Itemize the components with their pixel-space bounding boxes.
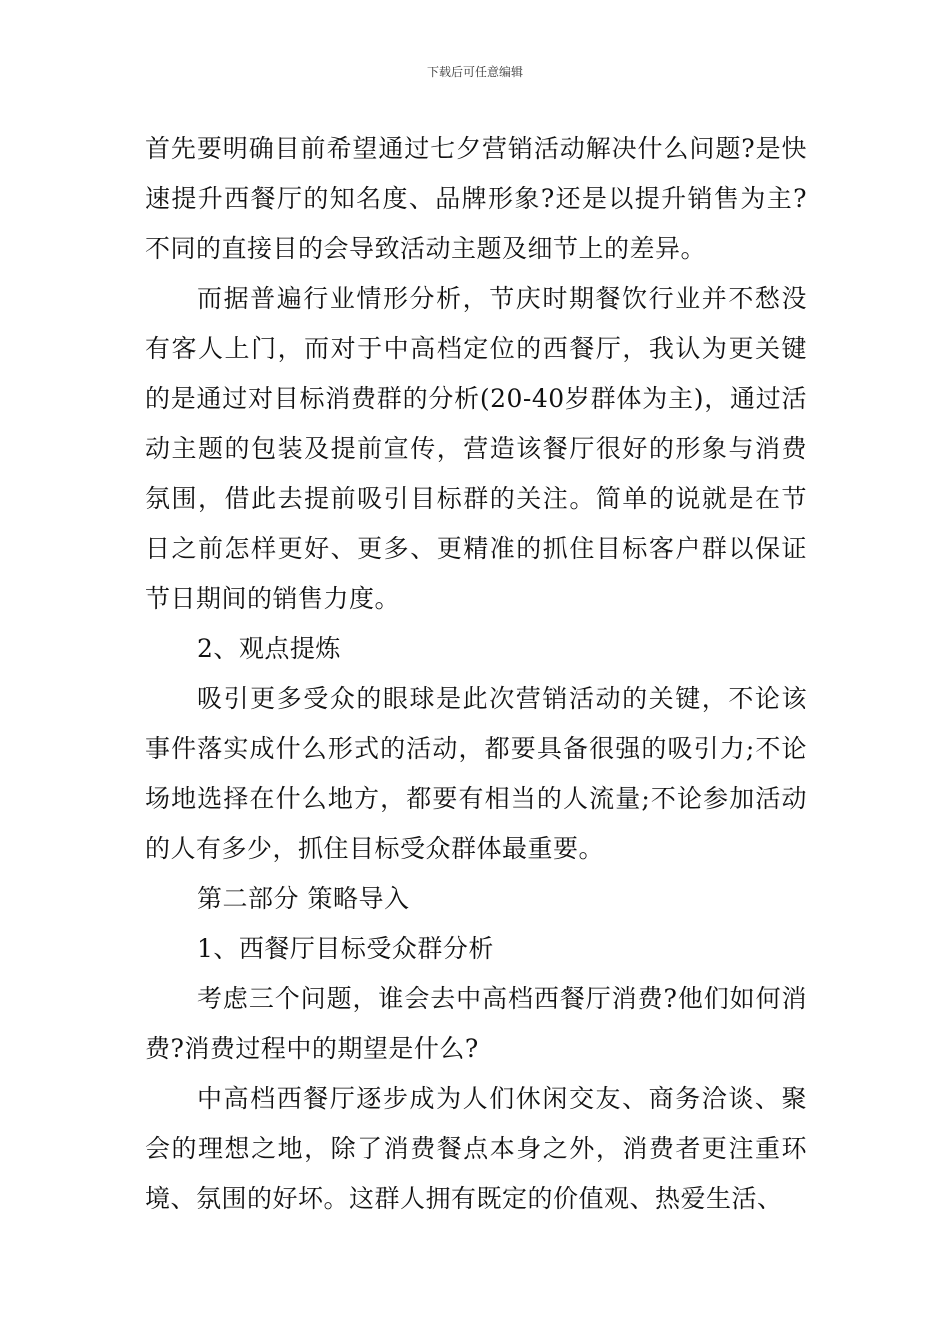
- paragraph-purpose: 首先要明确目前希望通过七夕营销活动解决什么问题?是快速提升西餐厅的知名度、品牌形象?还是以提升销售为主?不同的直接目的会导致活动主题及细节上的差异。: [145, 134, 807, 263]
- section-heading-audience: 1、西餐厅目标受众群分析: [197, 934, 494, 963]
- part-heading-strategy: 第二部分 策略导入: [197, 884, 410, 913]
- page-header-note: 下载后可任意编辑: [426, 65, 523, 79]
- paragraph-viewpoint: 吸引更多受众的眼球是此次营销活动的关键，不论该事件落实成什么形式的活动，都要具备很强的吸引力;不论场地选择在什么地方，都要有相当的人流量;不论参加活动的人有多少，抓住目标受众群体最重要。: [145, 684, 807, 863]
- paragraph-industry-analysis: 而据普遍行业情形分析，节庆时期餐饮行业并不愁没有客人上门，而对于中高档定位的西餐厅，我认为更关键的是通过对目标消费群的分析(20-40岁群体为主)，通过活动主题的包装及提前宣传，营造该餐厅很好的形象与消费氛围，借此去提前吸引目标群的关注。简单的说就是在节日之前怎样更好、更多、更精准的抓住目标客户群以保证节日期间的销售力度。: [145, 284, 807, 613]
- paragraph-audience: 中高档西餐厅逐步成为人们休闲交友、商务洽谈、聚会的理想之地，除了消费餐点本身之外，消费者更注重环境、氛围的好坏。这群人拥有既定的价值观、热爱生活、: [145, 1084, 807, 1213]
- document-body: [145, 124, 807, 1224]
- paragraph-questions: 考虑三个问题，谁会去中高档西餐厅消费?他们如何消费?消费过程中的期望是什么?: [145, 984, 807, 1063]
- section-heading-viewpoint: 2、观点提炼: [197, 634, 341, 663]
